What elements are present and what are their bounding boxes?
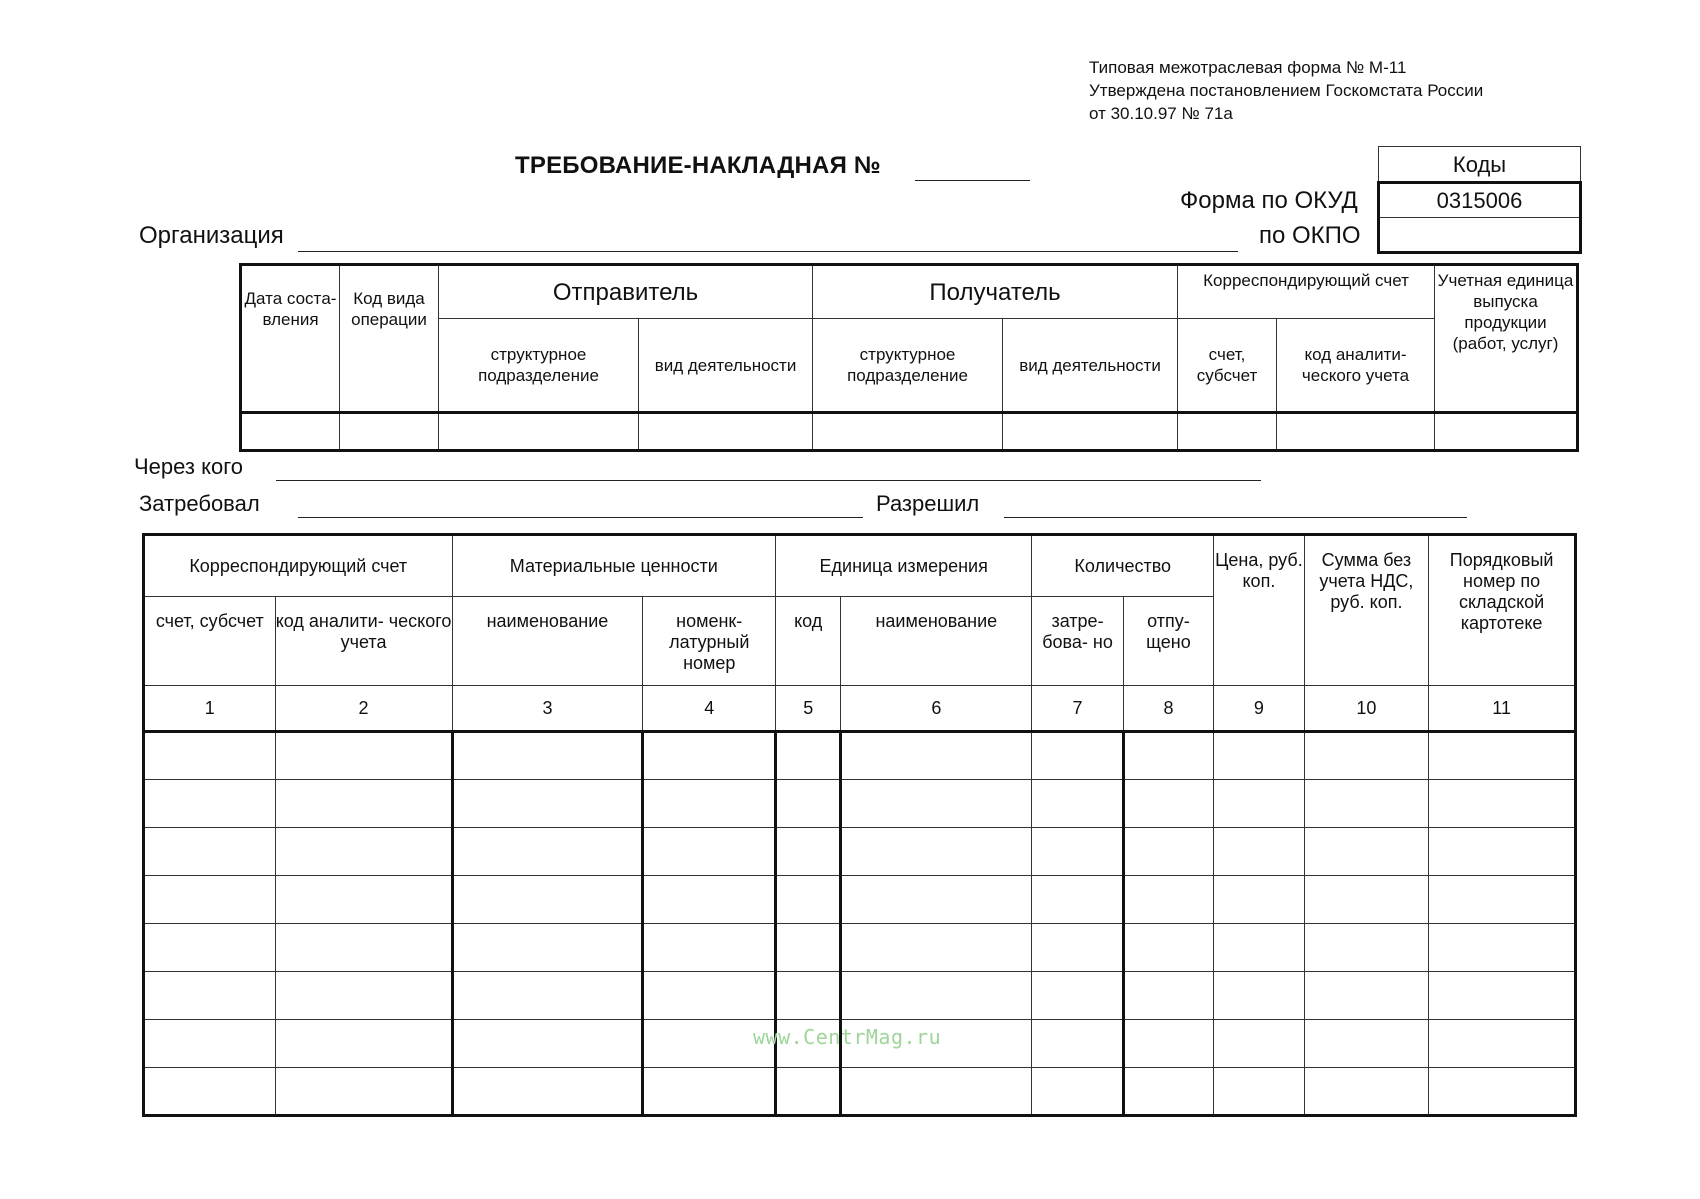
table-cell[interactable] bbox=[1123, 924, 1213, 972]
table-cell[interactable] bbox=[144, 828, 276, 876]
col-number: 6 bbox=[841, 686, 1032, 732]
unit-cell[interactable] bbox=[1435, 413, 1578, 451]
table-cell[interactable] bbox=[144, 972, 276, 1020]
analytic-code-header: код аналити- ческого учета bbox=[275, 597, 452, 686]
table-cell[interactable] bbox=[275, 780, 452, 828]
table-cell[interactable] bbox=[1032, 924, 1123, 972]
through-label: Через кого bbox=[134, 454, 243, 479]
table-cell[interactable] bbox=[841, 924, 1032, 972]
sender-activity-header: вид деятельности bbox=[639, 319, 813, 413]
table-cell[interactable] bbox=[776, 972, 841, 1020]
col-number: 8 bbox=[1123, 686, 1213, 732]
organization-label: Организация bbox=[139, 222, 284, 249]
table-cell[interactable] bbox=[275, 1068, 452, 1116]
account-header: счет, субсчет bbox=[144, 597, 276, 686]
sender-activity-cell[interactable] bbox=[639, 413, 813, 451]
op-code-header: Код вида операции bbox=[340, 265, 439, 413]
table-cell[interactable] bbox=[1304, 1068, 1429, 1116]
okpo-value[interactable] bbox=[1379, 218, 1581, 253]
table-cell[interactable] bbox=[1214, 828, 1304, 876]
table-cell[interactable] bbox=[144, 1068, 276, 1116]
table-cell[interactable] bbox=[144, 1020, 276, 1068]
sender-struct-unit-header: структурное подразделение bbox=[439, 319, 639, 413]
table-cell[interactable] bbox=[841, 828, 1032, 876]
table-cell[interactable] bbox=[643, 780, 776, 828]
table-cell[interactable] bbox=[1214, 780, 1304, 828]
sum-header: Сумма без учета НДС, руб. коп. bbox=[1304, 535, 1429, 686]
materials-header: Материальные ценности bbox=[452, 535, 776, 597]
table-cell[interactable] bbox=[1429, 1068, 1576, 1116]
form-date-line: от 30.10.97 № 71а bbox=[1089, 104, 1233, 123]
table-cell[interactable] bbox=[1214, 1020, 1304, 1068]
table-cell[interactable] bbox=[144, 732, 276, 780]
receiver-activity-header: вид деятельности bbox=[1003, 319, 1178, 413]
table-cell[interactable] bbox=[1304, 972, 1429, 1020]
table-cell[interactable] bbox=[275, 1020, 452, 1068]
document-title: ТРЕБОВАНИЕ-НАКЛАДНАЯ № bbox=[515, 152, 881, 179]
table-row bbox=[144, 828, 1576, 876]
table-cell[interactable] bbox=[841, 876, 1032, 924]
okpo-label: по ОКПО bbox=[1259, 222, 1361, 249]
table-cell[interactable] bbox=[841, 732, 1032, 780]
table-cell[interactable] bbox=[144, 924, 276, 972]
table-cell[interactable] bbox=[643, 876, 776, 924]
nomenclature-header: номенк- латурный номер bbox=[643, 597, 776, 686]
table-cell[interactable] bbox=[1032, 972, 1123, 1020]
table-cell[interactable] bbox=[776, 828, 841, 876]
price-header: Цена, руб. коп. bbox=[1214, 535, 1304, 686]
corr-account-header: Корреспондирующий счет bbox=[144, 535, 453, 597]
col-number: 4 bbox=[643, 686, 776, 732]
table-cell[interactable] bbox=[1304, 732, 1429, 780]
table-cell[interactable] bbox=[1429, 828, 1576, 876]
table-cell[interactable] bbox=[776, 924, 841, 972]
op-code-cell[interactable] bbox=[340, 413, 439, 451]
table-cell[interactable] bbox=[1032, 780, 1123, 828]
col-number: 11 bbox=[1429, 686, 1576, 732]
table-cell[interactable] bbox=[1304, 1020, 1429, 1068]
material-name-header: наименование bbox=[452, 597, 643, 686]
table-cell[interactable] bbox=[776, 780, 841, 828]
table-cell[interactable] bbox=[1123, 732, 1213, 780]
table-cell[interactable] bbox=[776, 1068, 841, 1116]
table-cell[interactable] bbox=[144, 780, 276, 828]
table-cell[interactable] bbox=[643, 972, 776, 1020]
form-type-line: Типовая межотраслевая форма № М-11 bbox=[1089, 58, 1407, 77]
table-row bbox=[144, 924, 1576, 972]
table-cell[interactable] bbox=[1123, 1068, 1213, 1116]
table-cell[interactable] bbox=[275, 876, 452, 924]
table-cell[interactable] bbox=[144, 876, 276, 924]
through-field[interactable] bbox=[276, 480, 1261, 481]
table-cell[interactable] bbox=[275, 924, 452, 972]
table-cell[interactable] bbox=[1429, 1020, 1576, 1068]
table-cell[interactable] bbox=[1032, 732, 1123, 780]
form-header-note bbox=[1089, 56, 1483, 125]
corr-account-header: Корреспондирующий счет bbox=[1178, 265, 1435, 319]
table-cell[interactable] bbox=[1304, 780, 1429, 828]
table-cell[interactable] bbox=[643, 732, 776, 780]
account-header: счет, субсчет bbox=[1178, 319, 1277, 413]
unit-measure-header: Единица измерения bbox=[776, 535, 1032, 597]
table-cell[interactable] bbox=[1429, 780, 1576, 828]
table-cell[interactable] bbox=[1032, 876, 1123, 924]
materials-body bbox=[144, 732, 1576, 1116]
col-number: 3 bbox=[452, 686, 643, 732]
date-header: Дата состa- вления bbox=[241, 265, 340, 413]
sender-receiver-table bbox=[239, 263, 1579, 452]
table-cell[interactable] bbox=[776, 876, 841, 924]
table-cell[interactable] bbox=[841, 1068, 1032, 1116]
table-cell[interactable] bbox=[841, 972, 1032, 1020]
table-cell[interactable] bbox=[1429, 924, 1576, 972]
table-cell[interactable] bbox=[1214, 732, 1304, 780]
table-cell[interactable] bbox=[1214, 876, 1304, 924]
requested-field[interactable] bbox=[298, 517, 863, 518]
col-number: 9 bbox=[1214, 686, 1304, 732]
table-cell[interactable] bbox=[452, 972, 643, 1020]
table-cell[interactable] bbox=[1214, 924, 1304, 972]
table-cell[interactable] bbox=[452, 876, 643, 924]
col-number: 10 bbox=[1304, 686, 1429, 732]
table-cell[interactable] bbox=[275, 828, 452, 876]
table-cell[interactable] bbox=[643, 924, 776, 972]
allowed-label: Разрешил bbox=[876, 491, 980, 516]
table-cell[interactable] bbox=[275, 732, 452, 780]
receiver-struct-unit-cell[interactable] bbox=[813, 413, 1003, 451]
account-cell[interactable] bbox=[1178, 413, 1277, 451]
table-cell[interactable] bbox=[841, 780, 1032, 828]
table-cell[interactable] bbox=[1429, 972, 1576, 1020]
table-cell[interactable] bbox=[275, 972, 452, 1020]
unit-code-header: код bbox=[776, 597, 841, 686]
okud-label: Форма по ОКУД bbox=[1180, 187, 1358, 214]
col-number: 5 bbox=[776, 686, 841, 732]
allowed-field[interactable] bbox=[1004, 517, 1467, 518]
table-cell[interactable] bbox=[1304, 876, 1429, 924]
organization-field[interactable] bbox=[298, 251, 1238, 252]
table-row bbox=[144, 1068, 1576, 1116]
receiver-header: Получатель bbox=[813, 265, 1178, 319]
table-cell[interactable] bbox=[1123, 828, 1213, 876]
table-cell[interactable] bbox=[776, 732, 841, 780]
requested-qty-header: затре- бова- но bbox=[1032, 597, 1123, 686]
table-row bbox=[144, 972, 1576, 1020]
table-cell[interactable] bbox=[643, 1068, 776, 1116]
ordinal-header: Порядковый номер по складской картотеке bbox=[1429, 535, 1576, 686]
table-row bbox=[144, 780, 1576, 828]
col-number: 1 bbox=[144, 686, 276, 732]
table-cell[interactable] bbox=[452, 1020, 643, 1068]
analytic-code-header: код аналити- ческого учета bbox=[1277, 319, 1435, 413]
table-cell[interactable] bbox=[1429, 732, 1576, 780]
col-number: 7 bbox=[1032, 686, 1123, 732]
codes-table bbox=[1377, 146, 1582, 254]
document-number-field[interactable] bbox=[915, 180, 1030, 181]
table-row bbox=[144, 732, 1576, 780]
table-cell[interactable] bbox=[1123, 780, 1213, 828]
table-row bbox=[144, 876, 1576, 924]
okud-value[interactable]: 0315006 bbox=[1379, 183, 1581, 218]
released-qty-header: отпу- щено bbox=[1123, 597, 1213, 686]
table-cell[interactable] bbox=[452, 1068, 643, 1116]
col-number: 2 bbox=[275, 686, 452, 732]
table-cell[interactable] bbox=[452, 828, 643, 876]
receiver-activity-cell[interactable] bbox=[1003, 413, 1178, 451]
table-cell[interactable] bbox=[1304, 924, 1429, 972]
table-cell[interactable] bbox=[1032, 1020, 1123, 1068]
analytic-code-cell[interactable] bbox=[1277, 413, 1435, 451]
sender-header: Отправитель bbox=[439, 265, 813, 319]
form-approval-line: Утверждена постановлением Госкомстата России bbox=[1089, 81, 1484, 100]
quantity-header: Количество bbox=[1032, 535, 1214, 597]
table-cell[interactable] bbox=[1123, 1020, 1213, 1068]
sender-struct-unit-cell[interactable] bbox=[439, 413, 639, 451]
watermark: www.CentrMag.ru bbox=[753, 1025, 942, 1049]
table-cell[interactable] bbox=[1214, 1068, 1304, 1116]
table-cell[interactable] bbox=[452, 732, 643, 780]
table-cell[interactable] bbox=[643, 828, 776, 876]
unit-header: Учетная единица выпуска продукции (работ, услуг) bbox=[1435, 265, 1578, 413]
column-numbers-row bbox=[144, 686, 1576, 732]
table-cell[interactable] bbox=[452, 924, 643, 972]
table-cell[interactable] bbox=[1032, 828, 1123, 876]
requested-label: Затребовал bbox=[139, 491, 260, 516]
table-cell[interactable] bbox=[452, 780, 643, 828]
table-cell[interactable] bbox=[1214, 972, 1304, 1020]
date-cell[interactable] bbox=[241, 413, 340, 451]
table-cell[interactable] bbox=[1429, 876, 1576, 924]
table-cell[interactable] bbox=[1032, 1068, 1123, 1116]
unit-name-header: наименование bbox=[841, 597, 1032, 686]
codes-header: Коды bbox=[1379, 147, 1581, 183]
receiver-struct-unit-header: структурное подразделение bbox=[813, 319, 1003, 413]
table-cell[interactable] bbox=[1304, 828, 1429, 876]
table-cell[interactable] bbox=[1123, 876, 1213, 924]
table-cell[interactable] bbox=[1123, 972, 1213, 1020]
